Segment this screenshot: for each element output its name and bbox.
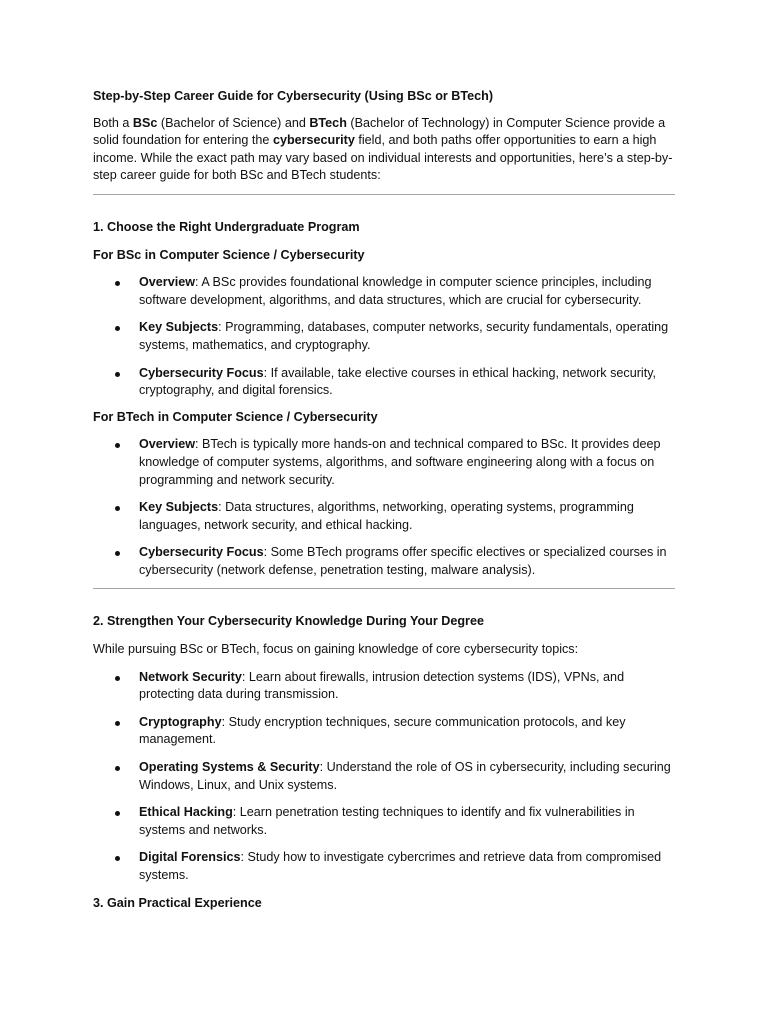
- btech-bullet-list: [93, 436, 675, 579]
- section-2-heading: 2. Strengthen Your Cybersecurity Knowledge During Your Degree: [93, 614, 484, 629]
- item-text: : A BSc provides foundational knowledge in computer science principles, including software development, algorithms, and data structures, which are crucial for cybersecurity.: [139, 275, 652, 307]
- item-term: Ethical Hacking: [139, 805, 233, 820]
- bullet-icon: [115, 811, 120, 816]
- intro-paragraph: [93, 115, 675, 185]
- topics-bullet-list: [93, 669, 675, 885]
- list-item: [93, 804, 675, 839]
- bullet-icon: [115, 326, 120, 331]
- intro-text-1: Both a: [93, 115, 133, 130]
- item-text: : BTech is typically more hands-on and technical compared to BSc. It provides deep knowledge of computer systems, algorithms, and software engineering along with a focus on programming and network security.: [139, 437, 661, 487]
- intro-cybersecurity-term: cybersecurity: [272, 133, 355, 148]
- item-term: Cybersecurity Focus: [139, 545, 264, 560]
- list-item: [93, 499, 675, 534]
- item-term: Cryptography: [139, 714, 222, 729]
- item-term: Cybersecurity Focus: [139, 365, 264, 380]
- item-text: : Data structures, algorithms, networking, operating systems, programming languages, network security, and ethical hacking.: [139, 500, 634, 532]
- section-3-heading: 3. Gain Practical Experience: [93, 895, 262, 910]
- item-term: Digital Forensics: [139, 850, 241, 865]
- intro-text-2: (Bachelor of Science) and: [157, 115, 310, 130]
- intro-text-3: (Bachelor of Technology) in Computer Science provide a solid foundation for entering the: [93, 115, 666, 148]
- item-text: : Study encryption techniques, secure communication protocols, and key management.: [139, 714, 626, 747]
- bullet-icon: [115, 766, 120, 771]
- horizontal-divider: [93, 194, 675, 195]
- document-body: [93, 88, 675, 912]
- list-item: [93, 849, 675, 884]
- item-text: : Some BTech programs offer specific electives or specialized courses in cybersecurity (network defense, penetration testing, malware analysis).: [139, 545, 667, 577]
- item-text: : If available, take elective courses in ethical hacking, network security, cryptography, and digital forensics.: [139, 365, 657, 398]
- item-term: Overview: [139, 437, 196, 452]
- item-text: : Study how to investigate cybercrimes and retrieve data from compromised systems.: [139, 850, 662, 882]
- horizontal-divider: [93, 588, 675, 589]
- intro-btech-term: BTech: [309, 115, 347, 130]
- bullet-icon: [115, 856, 120, 861]
- bullet-icon: [115, 551, 120, 556]
- bullet-icon: [115, 506, 120, 511]
- bullet-icon: [115, 676, 120, 681]
- list-item: [93, 669, 675, 704]
- btech-subheading: For BTech in Computer Science / Cybersecurity: [93, 409, 378, 424]
- bullet-icon: [115, 443, 120, 448]
- list-item: [93, 544, 675, 579]
- list-item: [93, 319, 675, 354]
- item-text: : Understand the role of OS in cybersecurity, including securing Windows, Linux, and Unix systems.: [139, 760, 671, 792]
- item-term: Operating Systems & Security: [139, 760, 320, 775]
- item-text: : Learn penetration testing techniques to identify and fix vulnerabilities in systems and networks.: [139, 805, 635, 837]
- bsc-subheading: For BSc in Computer Science / Cybersecurity: [93, 247, 365, 262]
- section-1-heading: 1. Choose the Right Undergraduate Program: [93, 219, 360, 234]
- item-text: : Programming, databases, computer networks, security fundamentals, operating systems, mathematics, and cryptography.: [139, 320, 669, 352]
- bullet-icon: [115, 281, 120, 286]
- item-term: Key Subjects: [139, 500, 219, 515]
- item-term: Network Security: [139, 669, 242, 684]
- item-term: Key Subjects: [139, 320, 219, 335]
- intro-text-4: field, and both paths offer opportunities to earn a high income. While the exact path may vary based on individual interests and opportunities, here’s a step-by-step career guide for both BSc and BTech students:: [93, 133, 673, 183]
- bullet-icon: [115, 372, 120, 377]
- item-term: Overview: [139, 275, 196, 290]
- list-item: [93, 759, 675, 794]
- item-text: : Learn about firewalls, intrusion detection systems (IDS), VPNs, and protecting data during transmission.: [139, 669, 625, 702]
- intro-bsc-term: BSc: [132, 115, 158, 130]
- bullet-icon: [115, 721, 120, 726]
- document-title: Step-by-Step Career Guide for Cybersecurity (Using BSc or BTech): [93, 89, 494, 103]
- list-item: [93, 714, 675, 749]
- section-2-intro: While pursuing BSc or BTech, focus on gaining knowledge of core cybersecurity topics:: [93, 642, 579, 657]
- bsc-bullet-list: [93, 274, 675, 400]
- list-item: [93, 365, 675, 400]
- list-item: [93, 274, 675, 309]
- list-item: [93, 436, 675, 489]
